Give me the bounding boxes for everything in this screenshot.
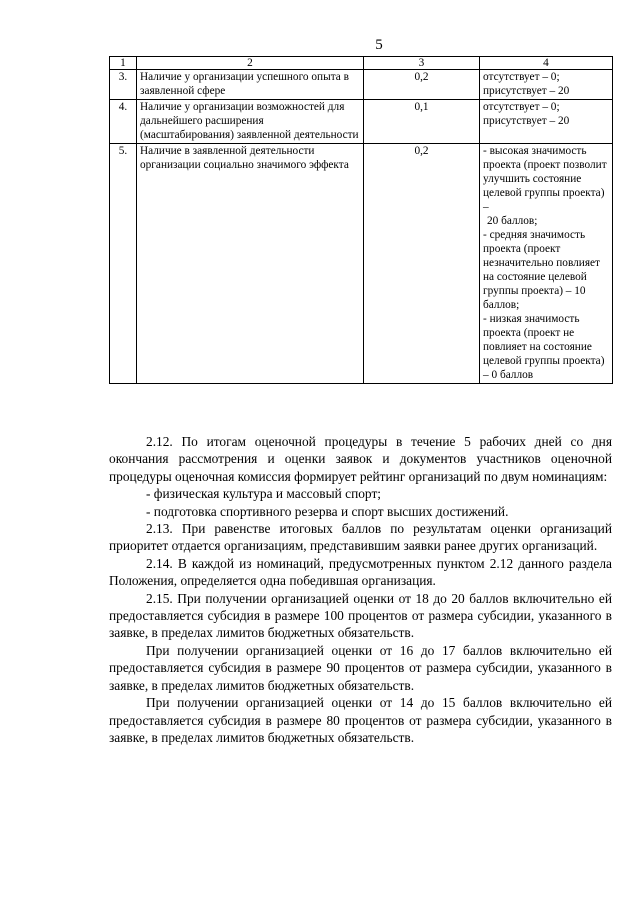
criterion-text: Наличие у организации возможностей для дальнейшего расширения (масштабирования) заявленной деятельности [137, 100, 364, 144]
paragraph-score-16-17: При получении организацией оценки от 16 до 17 баллов включительно ей предоставляется субсидия в размере 90 процентов от размера субсидии, указанного в заявке, в пределах лимитов бюджетных обязательств. [109, 642, 612, 693]
row-number: 3. [110, 70, 137, 100]
paragraph-2-13: 2.13. При равенстве итоговых баллов по результатам оценки организаций приоритет отдается организациям, представившим заявки ранее других организаций. [109, 521, 612, 554]
criteria-table [109, 56, 613, 384]
table-row [110, 144, 613, 384]
paragraph-2-12: 2.12. По итогам оценочной процедуры в течение 5 рабочих дней со дня окончания рассмотрения и оценки заявок и документов участников оценочной процедуры оценочная комиссия формирует рейтинг организаций по двум номинациям: [109, 434, 612, 484]
score-line: отсутствует – 0; [483, 71, 560, 83]
score-line: - средняя значимость проекта (проект незначительно повлияет на состояние целевой группы проекта) – 10 баллов; [483, 229, 600, 311]
scores-cell [480, 100, 613, 144]
page-number: 5 [375, 37, 383, 53]
score-line: присутствует – 20 [483, 85, 570, 97]
weight-value: 0,1 [364, 100, 480, 144]
header-cell: 2 [137, 57, 364, 70]
score-line: - высокая значимость проекта (проект позволит улучшить состояние целевой группы проекта) – [483, 145, 607, 213]
score-line: 20 баллов; [487, 215, 538, 227]
scores-cell [480, 144, 613, 384]
paragraph-2-15: 2.15. При получении организацией оценки от 18 до 20 баллов включительно ей предоставляется субсидия в размере 100 процентов от размера субсидии, указанного в заявке, в пределах лимитов бюджетных обязательств. [109, 590, 612, 641]
header-cell: 1 [110, 57, 137, 70]
paragraph-2-14: 2.14. В каждой из номинаций, предусмотренных пунктом 2.12 данного раздела Положения, определяется одна победившая организация. [109, 555, 612, 589]
score-line: - низкая значимость проекта (проект не повлияет на состояние целевой группы проекта) – 0 баллов [483, 313, 605, 381]
table-row [110, 70, 613, 100]
criterion-text: Наличие в заявленной деятельности организации социально значимого эффекта [137, 144, 364, 384]
table-row [110, 100, 613, 144]
bullet-physical-culture: - физическая культура и массовый спорт; [146, 486, 382, 502]
body-text [109, 433, 612, 746]
row-number: 5. [110, 144, 137, 384]
header-cell: 4 [480, 57, 613, 70]
weight-value: 0,2 [364, 70, 480, 100]
paragraph-score-14-15: При получении организацией оценки от 14 до 15 баллов включительно ей предоставляется субсидия в размере 80 процентов от размера субсидии, указанного в заявке, в пределах лимитов бюджетных обязательств. [109, 695, 612, 745]
header-cell: 3 [364, 57, 480, 70]
criterion-text: Наличие у организации успешного опыта в заявленной сфере [137, 70, 364, 100]
bullet-sports-reserve: - подготовка спортивного резерва и спорт высших достижений. [146, 503, 509, 519]
table-header-row [110, 57, 613, 70]
score-line: отсутствует – 0; [483, 101, 560, 113]
weight-value: 0,2 [364, 144, 480, 384]
scores-cell [480, 70, 613, 100]
row-number: 4. [110, 100, 137, 144]
score-line: присутствует – 20 [483, 115, 570, 127]
